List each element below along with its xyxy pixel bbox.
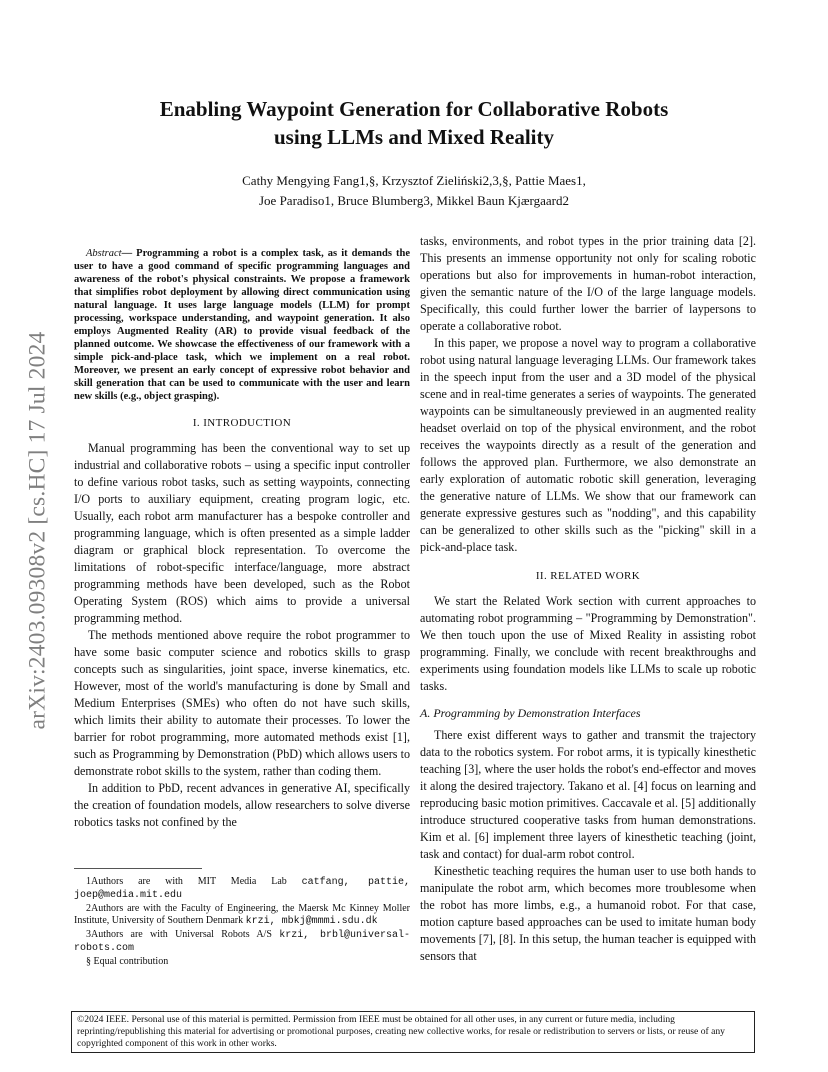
footnote-4: § Equal contribution — [86, 956, 169, 967]
footnotes — [74, 868, 410, 969]
arxiv-identifier-text: arXiv:2403.09308v2 [cs.HC] 17 Jul 2024 — [24, 331, 51, 729]
abstract-label: Abstract — [86, 248, 122, 259]
footnote-2-text: 2Authors are with the Faculty of Engineering, the Maersk Mc Kinney Moller Institute, University of Southern Denmark — [74, 903, 410, 926]
intro-paragraph-1: Manual programming has been the conventional way to set up industrial and collaborative robots – using a specific input controller to define various robot tasks, such as setting waypoints, connecting I/O ports to auxiliary equipment, creating program logic, etc. Usually, each robot arm manufacturer has a bespoke controller and programming language, which is often presented as a simple ladder diagram or graphical block representation. To overcome the limitations of robot-specific interface/language, more abstract programming methods have been developed, such as the Robot Operating System (ROS) which aims to provide a universal programming method. — [74, 441, 410, 625]
related-work-paragraph: We start the Related Work section with current approaches to automating robot programming – "Programming by Demonstration". We then touch upon the use of Mixed Reality in assisting robot programming. Finally, we conclude with recent breakthroughs and experiments using foundation models like LLMs to scale up robotic tasks. — [420, 594, 756, 693]
footnote-3-email: krzi, brbl@universal-robots.com — [74, 930, 410, 954]
section-heading-related-work: II. RELATED WORK — [535, 570, 641, 582]
subsection-heading-pbd: A. Programming by Demonstration Interfaces — [420, 706, 641, 720]
footnote-3 — [74, 929, 410, 955]
arxiv-identifier-stamp — [18, 285, 58, 775]
right-paragraph-proposal: In this paper, we propose a novel way to program a collaborative robot using natural language leveraging LLMs. Our framework takes in the speech input from the user and a 3D model of the physical scene and in real-time generates a series of waypoints. The generated waypoints can be simultaneously previewed in an augmented reality headset overlaid on top of the physical environment, and the robot receives the waypoints directly as a result of the generation and follows the approved plan. Furthermore, we also demonstrate an early exploration of automatic robotic skill generation, leveraging the generative nature of LLMs. We show that our framework can generate expressive gestures such as "nodding", and this capability can be generalized to other skills such as the "picking" skill in a pick-and-place task. — [420, 336, 756, 554]
footnote-1 — [74, 876, 410, 902]
footnote-2-email: krzi, mbkj@mmmi.sdu.dk — [245, 916, 378, 927]
right-paragraph-continued: tasks, environments, and robot types in the prior training data [2]. This presents an immense opportunity not only for scaling robotic operations but also for improvements in human-robot interaction, given the semantic nature of the I/O of the large language models. Specifically, this could further lower the barrier of laypersons to operate a collaborative robot. — [420, 234, 756, 333]
copyright-notice: ©2024 IEEE. Personal use of this material is permitted. Permission from IEEE must be obtained for all other uses, in any current or future media, including reprinting/republishing this material for advertising or promotional purposes, creating new collective works, for resale or redistribution to servers or lists, or reuse of any copyrighted component of this work in other works. — [71, 1011, 755, 1053]
title-line-1: Enabling Waypoint Generation for Collaborative Robots — [159, 97, 669, 121]
abstract — [74, 247, 410, 403]
footnote-2 — [74, 903, 410, 928]
intro-paragraph-3: In addition to PbD, recent advances in generative AI, specifically the creation of foundation models, allow researchers to solve diverse robotics tasks not confined by the — [74, 781, 410, 829]
footnote-1-email: catfang, pattie, joep@media.mit.edu — [74, 877, 411, 901]
author-list — [100, 171, 728, 211]
pbd-paragraph-2: Kinesthetic teaching requires the human user to use both hands to manipulate the robot arm, which becomes more troublesome when the robot has more limbs, e.g., a humanoid robot. For that case, motion capture based approaches can be used to imitate human body movements [7], [8]. In this setup, the human teacher is equipped with sensors that — [420, 864, 756, 963]
authors-line-2: Joe Paradiso1, Bruce Blumberg3, Mikkel Baun Kjærgaard2 — [258, 193, 570, 208]
footnote-1-text: 1Authors are with MIT Media Lab — [86, 876, 302, 887]
right-column — [420, 233, 756, 965]
paper-title — [100, 95, 728, 151]
left-column — [74, 247, 410, 831]
title-line-2: using LLMs and Mixed Reality — [273, 125, 555, 149]
authors-line-1: Cathy Mengying Fang1,§, Krzysztof Zieliński2,3,§, Pattie Maes1, — [242, 173, 586, 188]
section-heading-introduction: I. INTRODUCTION — [192, 417, 292, 429]
pbd-paragraph-1: There exist different ways to gather and transmit the trajectory data to the robotics system. For robot arms, it is typically kinesthetic teaching [3], where the user holds the robot's end-effector and moves it along the desired trajectory. Takano et al. [4] focus on learning and reproducing basic motion primitives. Caccavale et al. [5] additionally introduce structured cooperative tasks from human demonstrations. Kim et al. [6] implement three layers of kinesthetic teaching (joint, task and contact) for dual-arm robot control. — [420, 728, 756, 861]
abstract-text: — Programming a robot is a complex task, as it demands the user to have a good command of specific programming languages and awareness of the robot's physical constraints. We propose a framework that simplifies robot deployment by allowing direct communication using natural language. It uses large language models (LLM) for prompt processing, workspace understanding, and waypoint generation. It also employs Augmented Reality (AR) to provide visual feedback of the planned outcome. We showcase the effectiveness of our framework with a simple pick-and-place task, which we implement on a real robot. Moreover, we present an early concept of expressive robot behavior and skill generation that can be used to communicate with the user and learn new skills (e.g., object grasping). — [74, 248, 410, 402]
footnote-3-text: 3Authors are with Universal Robots A/S — [86, 929, 280, 940]
intro-paragraph-2: The methods mentioned above require the robot programmer to have some basic computer science and robotics skills to grasp concepts such as singularities, joint space, inverse kinematics, etc. However, most of the world's manufacturing is done by Small and Medium Enterprises (SMEs) who often do not have such skills, which limits their ability to automate their processes. To lower the barrier for robot programming, more automated methods exist [1], such as Programming by Demonstration (PbD) which allows users to demonstrate robot skills to the system, rather than coding them. — [74, 628, 410, 778]
